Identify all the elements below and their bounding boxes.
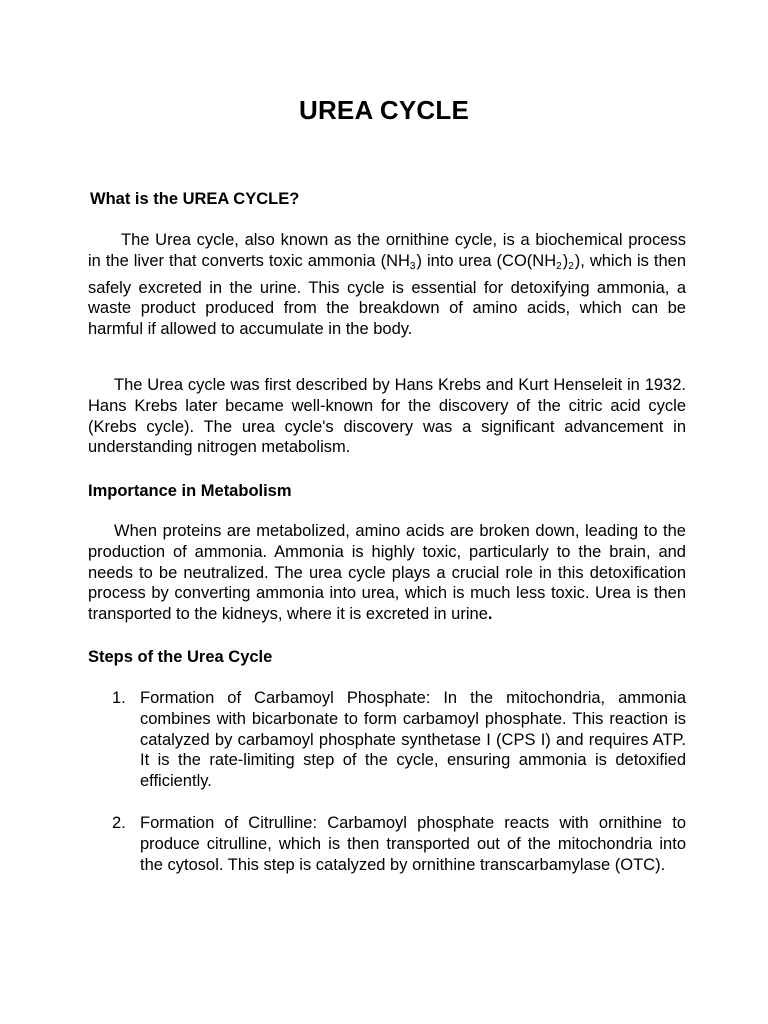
list-item-text: Formation of Citrulline: Carbamoyl phosphate reacts with ornithine to produce citrulline, which is then transported out of the mitochondria into the cytosol. This step is catalyzed by ornithine transcarbamylase (OTC). xyxy=(140,813,686,874)
list-item-number: 1. xyxy=(112,689,126,707)
document-title: UREA CYCLE xyxy=(298,95,470,125)
list-item xyxy=(88,813,686,875)
importance-paragraph: When proteins are metabolized, amino acids are broken down, leading to the production of ammonia. Ammonia is highly toxic, particularly to the brain, and needs to be neutralized. The urea cycle plays a crucial role in this detoxification process by converting ammonia into urea, which is much less toxic. Urea is then transported to the kidneys, where it is excreted in urine. xyxy=(88,522,686,624)
steps-list xyxy=(88,688,686,896)
list-item-number: 2. xyxy=(112,813,126,832)
intro-paragraph-2: The Urea cycle was first described by Hans Krebs and Kurt Henseleit in 1932. Hans Krebs later became well-known for the discovery of the citric acid cycle (Krebs cycle). The urea cycle's discovery was a significant advancement in understanding nitrogen metabolism. xyxy=(88,376,686,457)
list-item xyxy=(88,688,686,792)
section-heading-steps: Steps of the Urea Cycle xyxy=(88,648,273,666)
list-item-text: Formation of Carbamoyl Phosphate: In the mitochondria, ammonia combines with bicarbonate to form carbamoyl phosphate. This reaction is catalyzed by carbamoyl phosphate synthetase I (CPS I) and requires ATP. It is the rate-limiting step of the cycle, ensuring ammonia is detoxified efficiently. xyxy=(140,689,686,791)
intro-paragraph-1: The Urea cycle, also known as the ornithine cycle, is a biochemical process in the liver that converts toxic ammonia $(NH_3)$ into urea $(CO(NH_2)_2)$, which is then safely excreted in the urine. This cycle is essential for detoxifying ammonia, a waste product produced from the breakdown of amino acids, which can be harmful if allowed to accumulate in the body. xyxy=(88,231,687,339)
section-heading-importance: Importance in Metabolism xyxy=(88,482,292,500)
section-heading-what-is: What is the UREA CYCLE? xyxy=(90,190,300,208)
